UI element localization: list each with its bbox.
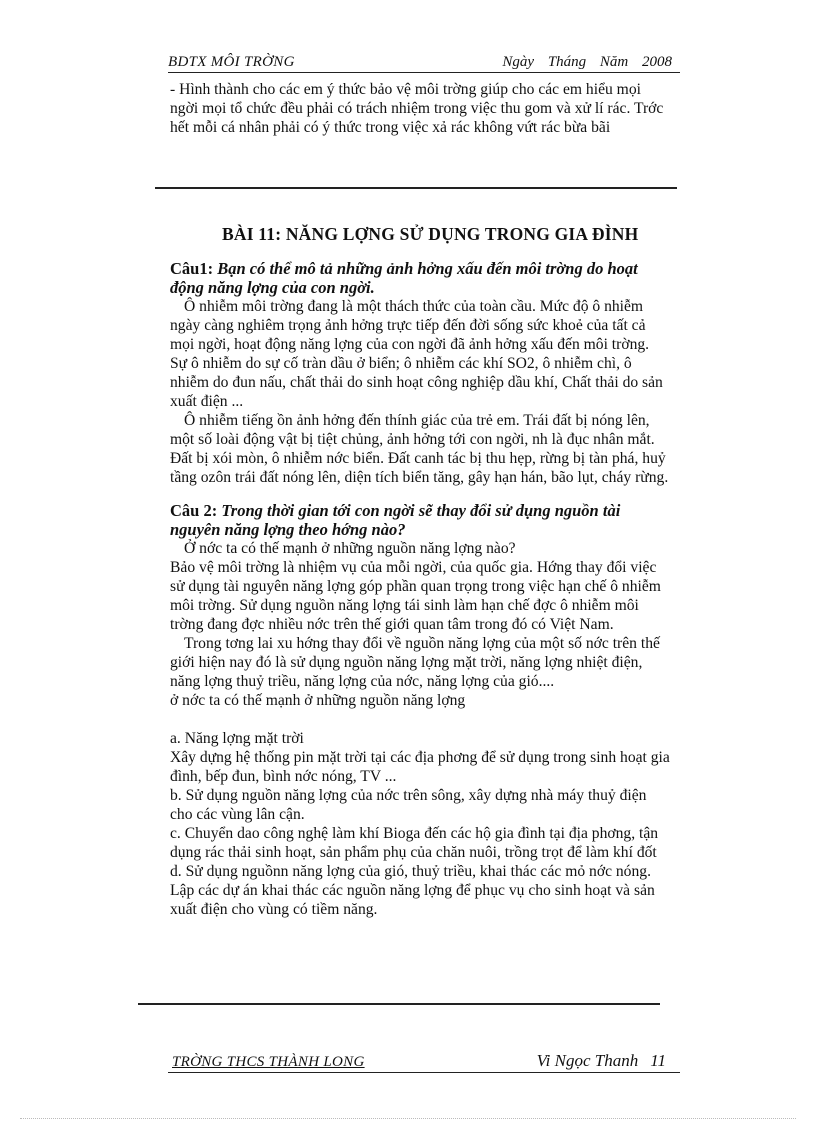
answer-1-paragraph-2: Ô nhiễm tiếng ồn ảnh hởng đến thính giác của trẻ em. Trái đất bị nóng lên, một số loài động vật bị tiệt chủng, ảnh hởng tới con ngời, nh là đục nhân mắt. Đất bị xói mòn, ô nhiễm nớc biển. Đất canh tác bị thu hẹp, rừng bị tàn phá, huỷ tầng ozôn trái đất nóng lên, diện tích biển tăng, gây hạn hán, bão lụt, cháy rừng. [170, 412, 669, 486]
footer-right [537, 1051, 666, 1071]
question-2-label: Câu 2: [170, 501, 218, 520]
header-date: Ngày Tháng Năm 2008 [502, 54, 672, 70]
answer-2-paragraph-3: ở nớc ta có thế mạnh ở những nguồn năng lợng [170, 692, 466, 709]
header-left: BDTX MÔI TRỜNG [168, 54, 295, 70]
list-item: a. Năng lợng mặt trời [170, 730, 304, 747]
answer-2-paragraph-2: Trong tơng lai xu hớng thay đổi về nguồn năng lợng của một số nớc trên thế giới hiện nay đó là sử dụng nguồn năng lợng mặt trời, năng lợng nhiệt điện, năng lợng thuỷ triều, năng lợng của nớc, năng lợng của gió.... [170, 635, 660, 690]
list-item: Xây dựng hệ thống pin mặt trời tại các địa phơng để sử dụng trong sinh hoạt gia đình, bếp đun, bình nớc nóng, TV ... [170, 749, 670, 785]
page-number: 11 [650, 1051, 666, 1070]
question-1-text: Bạn có thể mô tả những ảnh hởng xấu đến môi trờng do hoạt động năng lợng của con ngời. [170, 259, 638, 297]
page-header [168, 50, 680, 73]
page-footer [168, 1052, 680, 1073]
intro-paragraph: - Hình thành cho các em ý thức bảo vệ môi trờng giúp cho các em hiểu mọi ngời mọi tổ chức đều phải có trách nhiệm trong việc thu gom và xử lí rác. Trớc hết mỗi cá nhân phải có ý thức trong việc xả rác không vứt rác bừa bãi [170, 81, 664, 136]
answer-2-paragraph-1: Bảo vệ môi trờng là nhiệm vụ của mỗi ngời, của quốc gia. Hớng thay đổi việc sử dụng tài nguyên năng lợng góp phần quan trọng trong việc hạn chế ô nhiễm môi trờng. Sử dụng nguồn năng lợng tái sinh làm hạn chế đợc ô nhiễm môi trờng đang đợc nhiều nớc trên thế giới quan tâm trong đó có Việt Nam. [170, 559, 661, 633]
divider-top [155, 187, 677, 189]
question-1 [170, 259, 670, 297]
answer-1-paragraph-1: Ô nhiễm môi trờng đang là một thách thức của toàn cầu. Mức độ ô nhiễm ngày càng nghiêm trọng ảnh hởng trực tiếp đến đời sống sức khoẻ của tất cả mọi ngời, hoạt động năng lợng của con ngời đã ảnh hởng xấu đến môi trờng. Sự ô nhiễm do sự cố tràn dầu ở biển; ô nhiễm các khí SO2, ô nhiễm chì, ô nhiễm do đun nấu, chất thải do sinh hoạt công nghiệp dầu khí, Chất thải do sản xuất điện ... [170, 298, 663, 410]
lesson-title: BÀI 11: NĂNG LỢNG SỬ DỤNG TRONG GIA ĐÌNH [222, 224, 639, 244]
question-2 [170, 501, 670, 539]
page-edge-dots [20, 1118, 796, 1119]
intro-section [170, 80, 670, 137]
main-content [170, 259, 670, 919]
question-2-text: Trong thời gian tới con ngời sẽ thay đổi sử dụng nguồn tài nguyên năng lợng theo hớng nào? [170, 501, 621, 539]
question-2-subquestion: Ở nớc ta có thế mạnh ở những nguồn năng lợng nào? [184, 540, 516, 557]
list-item: c. Chuyển dao công nghệ làm khí Bioga đến các hộ gia đình tại địa phơng, tận dụng rác thải sinh hoạt, sản phẩm phụ của chăn nuôi, trồng trọt để làm khí đốt [170, 825, 659, 861]
footer-school: TRỜNG THCS THÀNH LONG [172, 1054, 365, 1070]
list-item: d. Sử dụng nguồnn năng lợng của gió, thuỷ triều, khai thác các mỏ nớc nóng. Lập các dự án khai thác các nguồn năng lợng để phục vụ cho sinh hoạt và sản xuất điện cho vùng có tiềm năng. [170, 863, 655, 918]
footer-author: Vi Ngọc Thanh [536, 1051, 639, 1070]
list-item: b. Sử dụng nguồn năng lợng của nớc trên sông, xây dựng nhà máy thuỷ điện cho các vùng lân cận. [170, 787, 647, 823]
question-1-label: Câu1: [170, 259, 214, 278]
divider-bottom [138, 1003, 660, 1005]
